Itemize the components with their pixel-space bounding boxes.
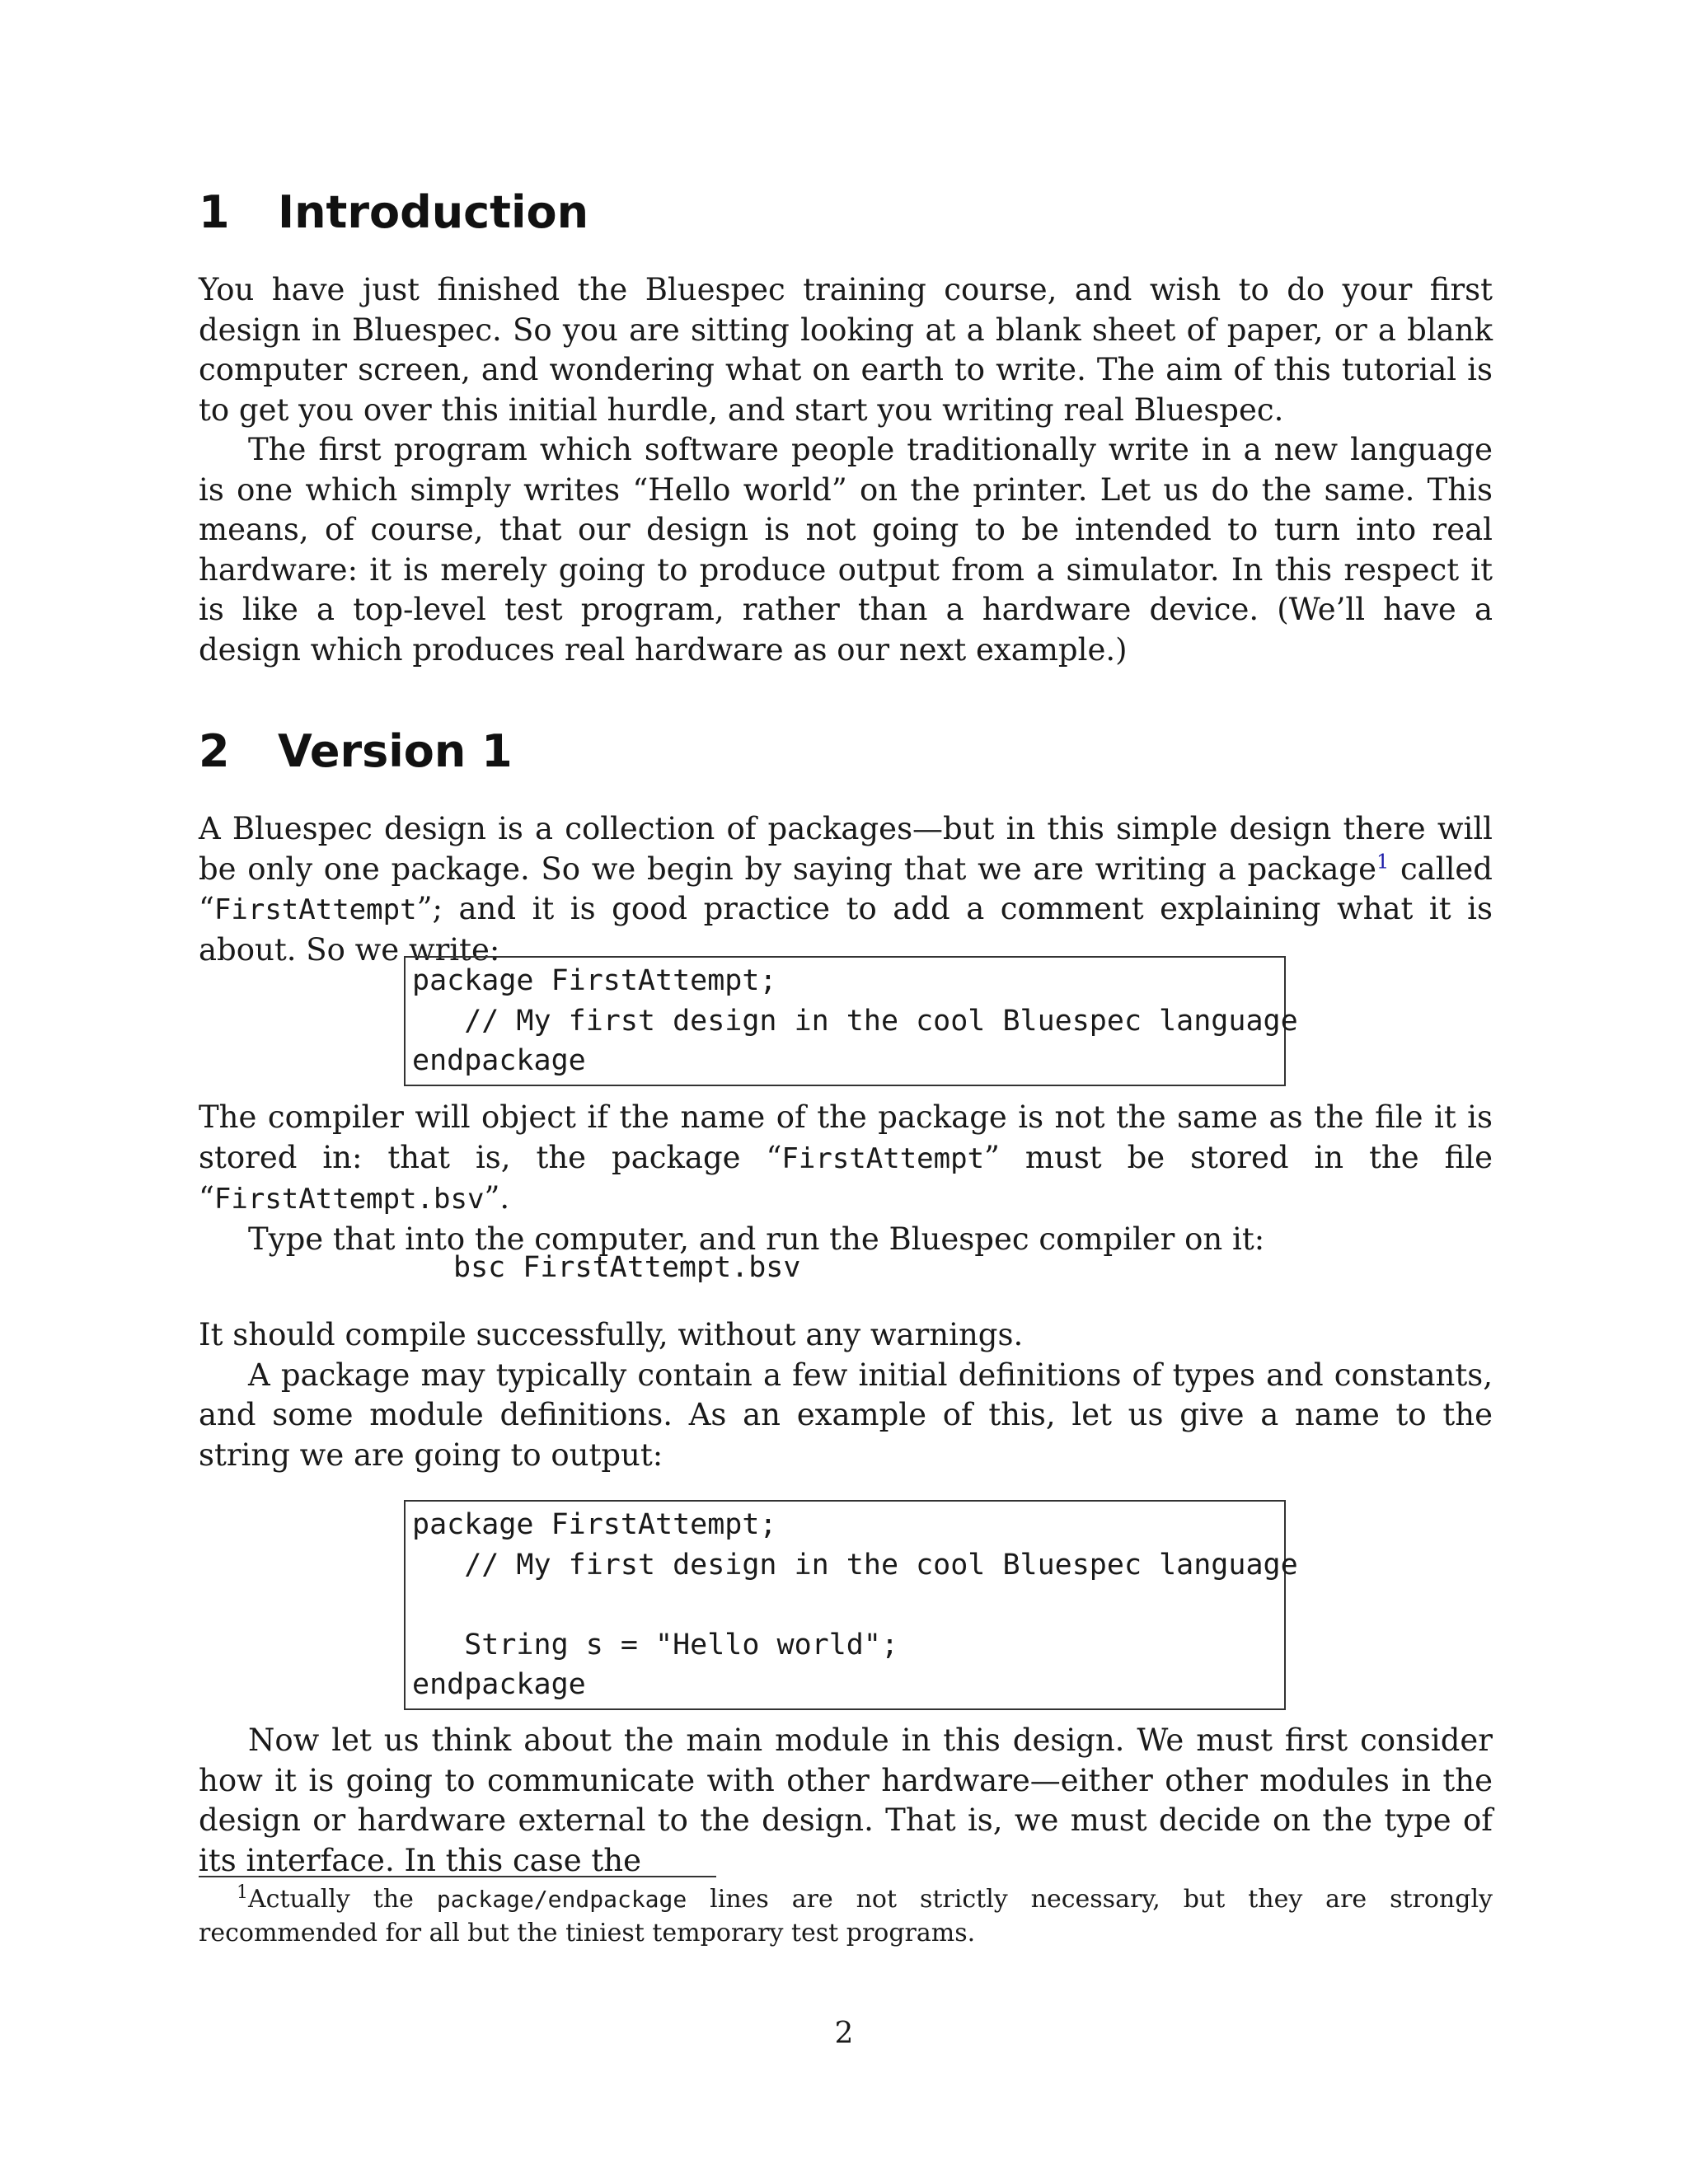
version1-text-2 <box>199 1098 1493 1259</box>
page-number: 2 <box>834 2017 854 2050</box>
intro-paragraph-1: You have just finished the Bluespec training course, and wish to do your first design in Bluespec. So you are sitting looking at a blank sheet of paper, or a blank computer screen, and wondering what on earth to write. The aim of this tutorial is to get you over this initial hurdle, and start you writing real Bluespec. <box>199 272 1493 428</box>
text-run: ”. <box>484 1180 510 1216</box>
inline-code: FirstAttempt <box>213 893 417 926</box>
section-heading-introduction <box>199 186 588 239</box>
footnote <box>199 1882 1493 1950</box>
compile-command: bsc FirstAttempt.bsv <box>453 1251 801 1284</box>
section-number: 2 <box>199 725 230 777</box>
version1-paragraph-6: Now let us think about the main module in this design. We must first consider how it is going to communicate with other hardware—either other modules in the design or hardware external to the design. That is, we must decide on the type of its interface. In this case the <box>199 1722 1493 1878</box>
code-line <box>412 1585 1278 1625</box>
version1-paragraph-5: A package may typically contain a few initial definitions of types and constants, and some module definitions. As an example of this, let us give a name to the string we are going to output: <box>199 1357 1493 1473</box>
section-title: Introduction <box>278 186 589 238</box>
text-run: lines are not strictly necessary, but they are strongly recommended for all but the tiniest temporary test programs. <box>199 1885 1493 1947</box>
code-line: endpackage <box>412 1668 586 1701</box>
version1-paragraph-3: Type that into the computer, and run the Bluespec compiler on it: <box>248 1221 1265 1257</box>
intro-paragraph-2: The first program which software people traditionally write in a new language is one which simply writes “Hello world” on the printer. Let us do the same. This means, of course, that our design is not going to be intended to turn into real hardware: it is merely going to produce output from a simulator. In this respect it is like a top-level test program, rather than a hardware device. (We’ll have a design which produces real hardware as our next example.) <box>199 432 1493 668</box>
code-line: // My first design in the cool Bluespec language <box>412 1004 1298 1038</box>
text-run: The compiler will object if the name of the package is not the same as the file it is stored in: that is, the package “ <box>199 1099 1493 1175</box>
footnote-mark: 1 <box>237 1882 248 1903</box>
section-number: 1 <box>199 186 230 238</box>
inline-code: FirstAttempt <box>781 1141 985 1175</box>
intro-text <box>199 270 1493 670</box>
footnote-rule <box>199 1876 716 1877</box>
code-line: String s = "Hello world"; <box>412 1628 899 1661</box>
version1-paragraph-1 <box>199 809 1493 970</box>
version1-text-3 <box>199 1315 1493 1475</box>
version1-paragraph-2 <box>199 1098 1493 1220</box>
section-title: Version 1 <box>278 725 513 777</box>
version1-text-4 <box>199 1721 1493 1881</box>
version1-text-1 <box>199 809 1493 970</box>
version1-paragraph-4: It should compile successfully, without any warnings. <box>199 1317 1024 1352</box>
footnote-ref[interactable]: 1 <box>1376 850 1390 874</box>
code-block-2 <box>404 1500 1298 1710</box>
text-run: ”; and it is good practice to add a comment explaining what it is about. So we write: <box>199 891 1493 968</box>
code-line: endpackage <box>412 1044 586 1077</box>
text-run: A Bluespec design is a collection of packages—but in this simple design there will be only one package. So we begin by saying that we are writing a package <box>199 811 1493 887</box>
text-run: Actually the <box>248 1885 437 1914</box>
code-block-1 <box>404 956 1298 1086</box>
code-line: package FirstAttempt; <box>412 1508 777 1541</box>
inline-code: package/endpackage <box>436 1886 687 1913</box>
text-run: ” must be stored in the file “ <box>199 1139 1493 1216</box>
section-heading-version-1 <box>199 725 513 778</box>
text-run: called “ <box>199 851 1493 926</box>
code-line: package FirstAttempt; <box>412 964 777 997</box>
inline-code: FirstAttempt.bsv <box>213 1183 485 1216</box>
code-line: // My first design in the cool Bluespec language <box>412 1548 1298 1582</box>
